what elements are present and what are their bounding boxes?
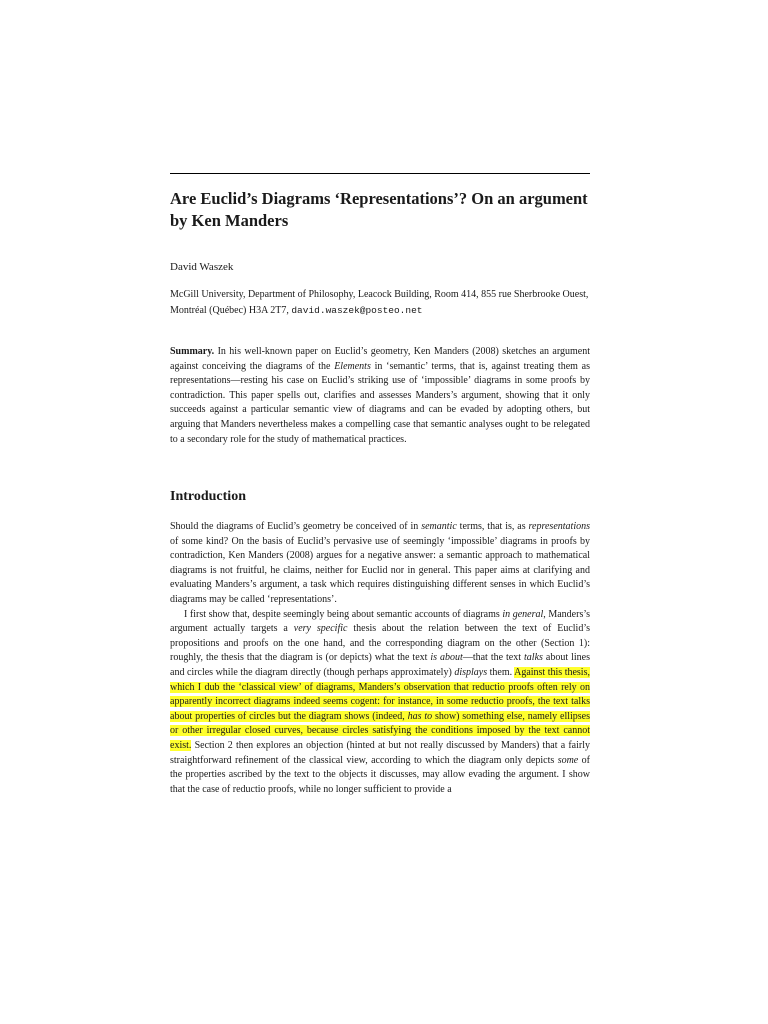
text-run: , Manders’s argument actually targets a [170, 608, 591, 635]
text-run: I first show that, despite seemingly being about semantic accounts of diagrams [184, 608, 503, 620]
summary-emphasis: Elements [334, 360, 371, 372]
emphasis: displays [454, 666, 488, 678]
text-run: of some kind? On the basis of Euclid’s pervasive use of seemingly ‘impossible’ diagrams in proofs by contradiction, Ken Manders (2008) argues for a negative answer: a semantic approach to mathematical diagrams is not fruitful, he claims, neither for Euclid nor in general. This paper aims at clarifying and evaluating Manders’s argument, a task which requires distinguishing different senses in which Euclid’s diagrams may be called ‘representations’. [170, 535, 590, 605]
text-run: Should the diagrams of Euclid’s geometry be conceived of in [170, 521, 422, 532]
author-email[interactable]: david.waszek@posteo.net [291, 305, 423, 316]
text-run: thesis about the relation between the text of Euclid’s propositions and proofs on the one hand, and the corresponding diagram on the other (Section 1): roughly, the thesis that the diagram is (or depicts) what the text [170, 623, 591, 664]
text-run: Section 2 then explores an objection (hinted at but not really discussed by Manders) that a fairly straightforward refinement of the classical view, according to which the diagram only depicts [170, 739, 590, 766]
author-affiliation [170, 287, 590, 319]
highlighted-emphasis[interactable]: has to [407, 710, 433, 722]
emphasis: very specific [293, 623, 348, 635]
highlighted-text[interactable]: show) something else, namely ellipses or other irregular closed curves, because circles satisfying the conditions imposed by the text cannot exist. [170, 710, 590, 751]
highlighted-text[interactable]: Against this thesis, which I dub the ‘classical view’ of diagrams, Manders’s observation that reductio proofs often rely on apparently incorrect diagrams indeed seems cogent: for instance, in some reductio proofs, the text talks about properties of circles but the diagram shows (indeed, [170, 666, 590, 722]
text-run: of the properties ascribed by the text to the objects it discusses, may allow evading the argument. I show that the case of reductio proofs, while no longer sufficient to provide a [170, 754, 590, 795]
author-name: David Waszek [170, 261, 234, 273]
paragraph [170, 608, 590, 798]
text-run: them. [487, 666, 515, 678]
introduction-body [170, 520, 590, 797]
summary-text: in ‘semantic’ terms, that is, against treating them as representations—resting his case on Euclid’s striking use of ‘impossible’ diagrams in some proofs by contradiction. This paper spells out, clarifies and assesses Manders’s argument, showing that it only succeeds against a particular semantic view of diagrams and can be evaded by adopting others, but arguing that Manders nevertheless makes a compelling case that semantic analyses ought to be relegated to a secondary role for the study of mathematical practices. [170, 360, 591, 445]
text-run: —that the text [462, 652, 525, 664]
emphasis: representations [528, 521, 590, 532]
emphasis: is about [430, 652, 463, 664]
emphasis: some [557, 754, 579, 766]
summary [170, 345, 590, 447]
emphasis: talks [524, 652, 543, 664]
summary-text: In his well-known paper on Euclid’s geometry, Ken Manders (2008) sketches an argument against conceiving the diagrams of the [170, 346, 590, 372]
text-run: about lines and circles while the diagram directly (though perhaps approximately) [170, 652, 590, 678]
text-run: terms, that is, as [456, 521, 529, 532]
top-rule [170, 173, 590, 174]
emphasis: in general [502, 608, 544, 620]
paragraph [170, 520, 590, 608]
paper-title: Are Euclid’s Diagrams ‘Representations’? On an argument by Ken Manders [170, 189, 588, 230]
affiliation-text: McGill University, Department of Philosophy, Leacock Building, Room 414, 855 rue Sherbrooke Ouest, Montréal (Québec) H3A 2T7, [170, 289, 589, 316]
emphasis: semantic [421, 521, 457, 532]
section-heading-introduction: Introduction [170, 489, 246, 504]
summary-label: Summary. [170, 346, 215, 357]
